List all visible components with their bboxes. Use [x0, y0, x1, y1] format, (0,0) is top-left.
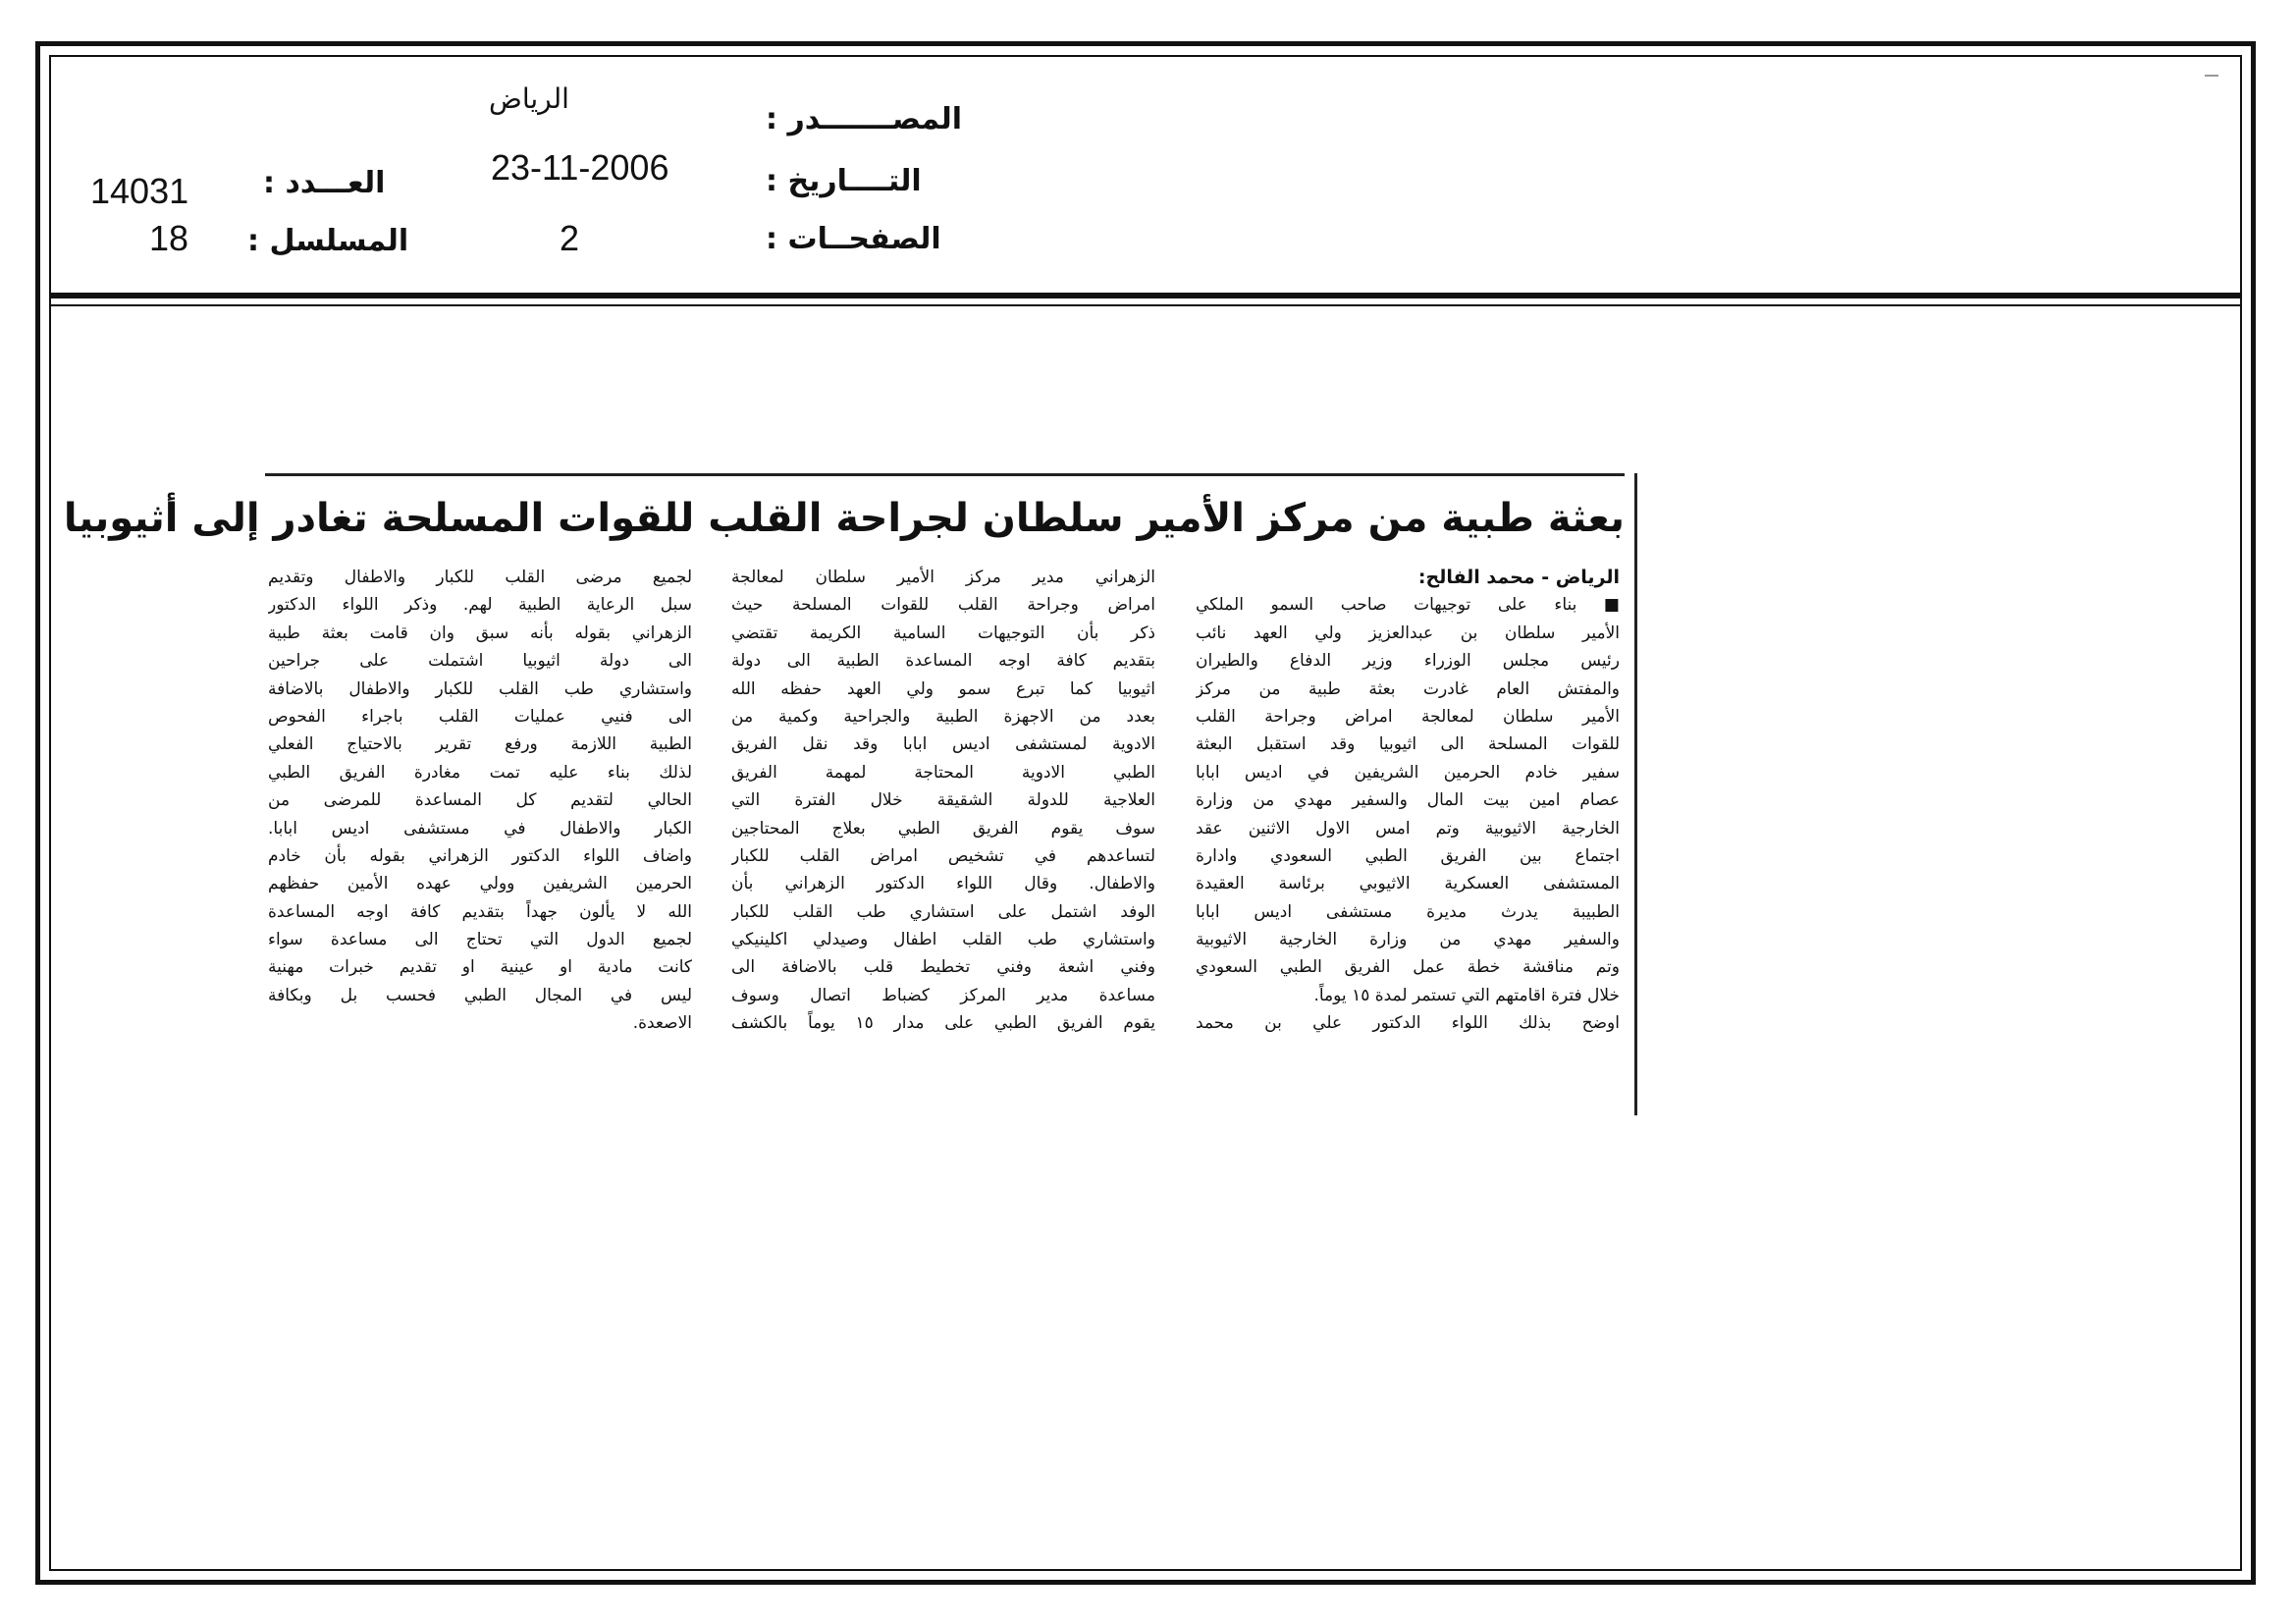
- article-line: الأمير سلطان لمعالجة امراض وجراحة القلب: [1196, 706, 1620, 727]
- article-line: رئيس مجلس الوزراء وزير الدفاع والطيران: [1196, 651, 1620, 672]
- article-line: والسفير مهدي من وزارة الخارجية الاثيوبية: [1196, 930, 1620, 950]
- pages-label: الصفحــات :: [766, 222, 941, 256]
- article-line: الحالي لتقديم كل المساعدة للمرضى من: [268, 790, 692, 811]
- article-line: وتم مناقشة خطة عمل الفريق الطبي السعودي: [1196, 957, 1620, 978]
- article-line: خلال فترة اقامتهم التي تستمر لمدة ١٥ يوماً.: [1313, 985, 1620, 1005]
- article-line: والاطفال. وقال اللواء الدكتور الزهراني بأن: [731, 874, 1155, 894]
- issue-value: 14031: [90, 171, 189, 211]
- article-line: وفني اشعة وفني تخطيط قلب بالاضافة الى: [731, 957, 1155, 978]
- source-label: المصـــــــدر :: [766, 102, 963, 136]
- article-line: الحرمين الشريفين وولي عهده الأمين حفظهم: [268, 874, 692, 894]
- article-line: سفير خادم الحرمين الشريفين في اديس ابابا: [1196, 762, 1620, 783]
- clipping-right-rule: [1634, 473, 1637, 1115]
- article-line: واستشاري طب القلب للكبار والاطفال بالاضافة: [268, 678, 692, 699]
- article-line: لتساعدهم في تشخيص امراض القلب للكبار: [731, 845, 1155, 866]
- article-line: الخارجية الاثيوبية وتم امس الاول الاثنين عقد: [1196, 818, 1620, 839]
- article-line: مساعدة مدير المركز كضباط اتصال وسوف: [731, 985, 1155, 1005]
- article-column-1: [1196, 564, 1620, 1038]
- article-line: لذلك بناء عليه تمت مغادرة الفريق الطبي: [268, 762, 692, 783]
- article-line: ذكر بأن التوجيهات السامية الكريمة تقتضي: [731, 623, 1155, 643]
- article-line: الكبار والاطفال في مستشفى اديس ابابا.: [268, 818, 692, 839]
- header-separator-thin: [49, 304, 2242, 306]
- article-line: لجميع الدول التي تحتاج الى مساعدة سواء: [268, 930, 692, 950]
- article-headline: بعثة طبية من مركز الأمير سلطان لجراحة القلب للقوات المسلحة تغادر إلى أثيوبيا: [63, 496, 1625, 541]
- header-separator: [49, 293, 2242, 298]
- article-line: الزهراني مدير مركز الأمير سلطان لمعالجة: [731, 568, 1155, 587]
- article-line: الادوية لمستشفى اديس ابابا وقد نقل الفريق: [731, 734, 1155, 755]
- date-label: التــــاريخ :: [766, 164, 922, 198]
- corner-mark: [2205, 75, 2218, 77]
- article-line: للقوات المسلحة الى اثيوبيا وقد استقبل البعثة: [1196, 734, 1620, 755]
- article-line: امراض وجراحة القلب للقوات المسلحة حيث: [731, 595, 1155, 616]
- article-line: اثيوبيا كما تبرع سمو ولي العهد حفظه الله: [731, 678, 1155, 699]
- issue-label: العـــدد :: [263, 166, 386, 200]
- article-line: الزهراني بقوله بأنه سبق وان قامت بعثة طبية: [268, 623, 692, 643]
- article-line: الطبي الادوية المحتاجة لمهمة الفريق: [731, 762, 1155, 783]
- article-line: لجميع مرضى القلب للكبار والاطفال وتقديم: [268, 568, 692, 587]
- article-line: اوضح بذلك اللواء الدكتور علي بن محمد: [1196, 1013, 1620, 1034]
- article-line: المستشفى العسكرية الاثيوبي برئاسة العقيدة: [1196, 874, 1620, 894]
- article-line: الى دولة اثيوبيا اشتملت على جراحين: [268, 651, 692, 672]
- source-value: الرياض: [489, 82, 569, 115]
- clipping-top-rule: [265, 473, 1625, 476]
- article-line: الى فنيي عمليات القلب باجراء الفحوص: [268, 706, 692, 727]
- article-line: واضاف اللواء الدكتور الزهراني بقوله بأن خادم: [268, 845, 692, 866]
- article-line: سوف يقوم الفريق الطبي بعلاج المحتاجين: [731, 818, 1155, 839]
- article-line: ■ بناء على توجيهات صاحب السمو الملكي: [1196, 595, 1620, 616]
- serial-value: 18: [149, 218, 189, 258]
- date-value: 23-11-2006: [491, 147, 669, 188]
- newspaper-clipping: [63, 473, 1639, 1117]
- article-line: اجتماع بين الفريق الطبي السعودي وادارة: [1196, 845, 1620, 866]
- article-line: الطبيبة يدرث مديرة مستشفى اديس ابابا: [1196, 901, 1620, 922]
- article-line: سبل الرعاية الطبية لهم. وذكر اللواء الدكتور: [268, 595, 692, 616]
- article-line: بعدد من الاجهزة الطبية والجراحية وكمية من: [731, 706, 1155, 727]
- article-column-2: [731, 564, 1155, 1038]
- article-line: واستشاري طب القلب اطفال وصيدلي اكلينيكي: [731, 930, 1155, 950]
- article-line: بتقديم كافة اوجه المساعدة الطبية الى دولة: [731, 651, 1155, 672]
- article-line: الاصعدة.: [632, 1013, 692, 1034]
- article-line: يقوم الفريق الطبي على مدار ١٥ يوماً بالكشف: [731, 1013, 1155, 1034]
- article-line: الوفد اشتمل على استشاري طب القلب للكبار: [731, 901, 1155, 922]
- article-line: الأمير سلطان بن عبدالعزيز ولي العهد نائب: [1196, 623, 1620, 643]
- article-line: والمفتش العام غادرت بعثة طبية من مركز: [1196, 678, 1620, 699]
- article-line: كانت مادية او عينية او تقديم خبرات مهنية: [268, 957, 692, 978]
- serial-label: المسلسل :: [247, 224, 409, 258]
- article-line: عصام امين بيت المال والسفير مهدي من وزارة: [1196, 790, 1620, 811]
- article-byline: الرياض - محمد الفالح:: [1417, 567, 1620, 588]
- pages-value: 2: [560, 218, 580, 258]
- article-line: العلاجية للدولة الشقيقة خلال الفترة التي: [731, 790, 1155, 811]
- article-line: الطبية اللازمة ورفع تقرير بالاحتياج الفعلي: [268, 734, 692, 755]
- article-line: الله لا يألون جهداً بتقديم كافة اوجه المساعدة: [268, 901, 692, 922]
- article-line: ليس في المجال الطبي فحسب بل وبكافة: [268, 985, 692, 1005]
- article-column-3: [268, 564, 692, 1038]
